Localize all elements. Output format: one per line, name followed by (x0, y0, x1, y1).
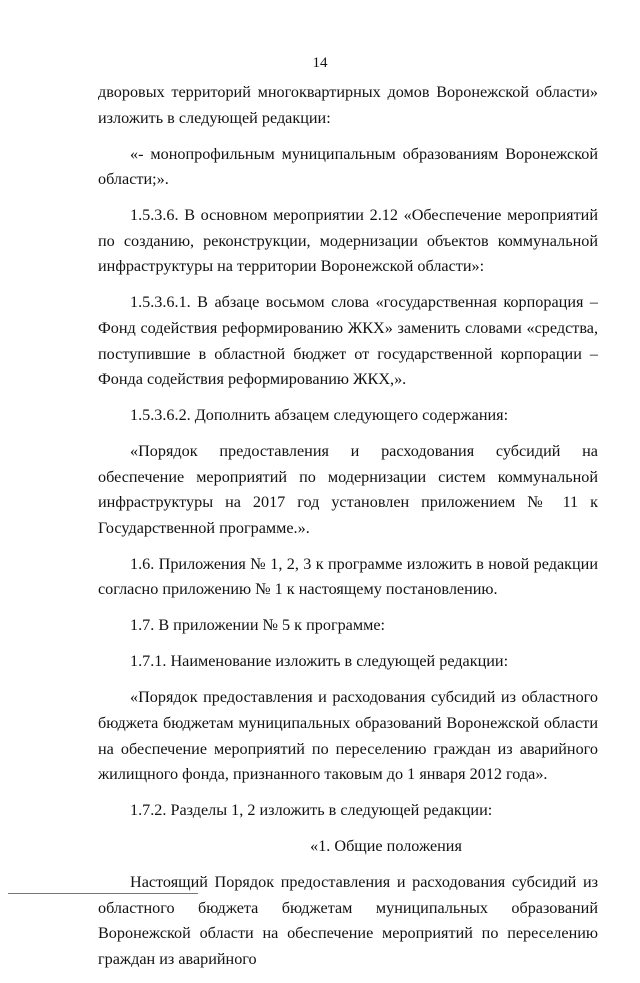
paragraph: 1.7.1. Наименование изложить в следующей редакции: (130, 652, 509, 671)
paragraph: «- монопрофильным муниципальным образованиям Воронежской области;». (98, 144, 598, 189)
paragraph: 1.7.2. Разделы 1, 2 изложить в следующей редакции: (130, 801, 493, 820)
paragraph: 1.5.3.6.1. В абзаце восьмом слова «государственная корпорация – Фонд содействия реформированию ЖКХ» заменить словами «средства, поступившие в областной бюджет от государственной корпорации – Фонда содействия реформированию ЖКХ,». (98, 293, 598, 389)
document-body (98, 80, 598, 983)
paragraph: Настоящий Порядок предоставления и расходования субсидий из областного бюджета бюджетам муниципальных образований Воронежской области на обеспечение мероприятий по переселению граждан из аварийного (98, 873, 598, 968)
paragraph: дворовых территорий многоквартирных домов Воронежской области» изложить в следующей редакции: (98, 83, 598, 127)
paragraph: 1.5.3.6. В основном мероприятии 2.12 «Обеспечение мероприятий по созданию, реконструкции, модернизации объектов коммунальной инфраструктуры на территории Воронежской области»: (98, 206, 598, 276)
paragraph: «Порядок предоставления и расходования субсидий на обеспечение мероприятий по модернизации систем коммунальной инфраструктуры на 2017 год установлен приложением № 11 к Государственной программе.». (98, 442, 598, 537)
page-number: 14 (312, 55, 328, 71)
paragraph: 1.5.3.6.2. Дополнить абзацем следующего содержания: (130, 406, 509, 425)
section-heading: «1. Общие положения (310, 837, 462, 856)
paragraph: «Порядок предоставления и расходования субсидий из областного бюджета бюджетам муниципальных образований Воронежской области на обеспечение мероприятий по переселению граждан из аварийного жилищного фонда, признанного таковым до 1 января 2012 года». (98, 688, 598, 784)
footer-rule (8, 893, 198, 894)
paragraph: 1.7. В приложении № 5 к программе: (130, 616, 386, 635)
paragraph: 1.6. Приложения № 1, 2, 3 к программе изложить в новой редакции согласно приложению № 1 к настоящему постановлению. (98, 554, 598, 599)
